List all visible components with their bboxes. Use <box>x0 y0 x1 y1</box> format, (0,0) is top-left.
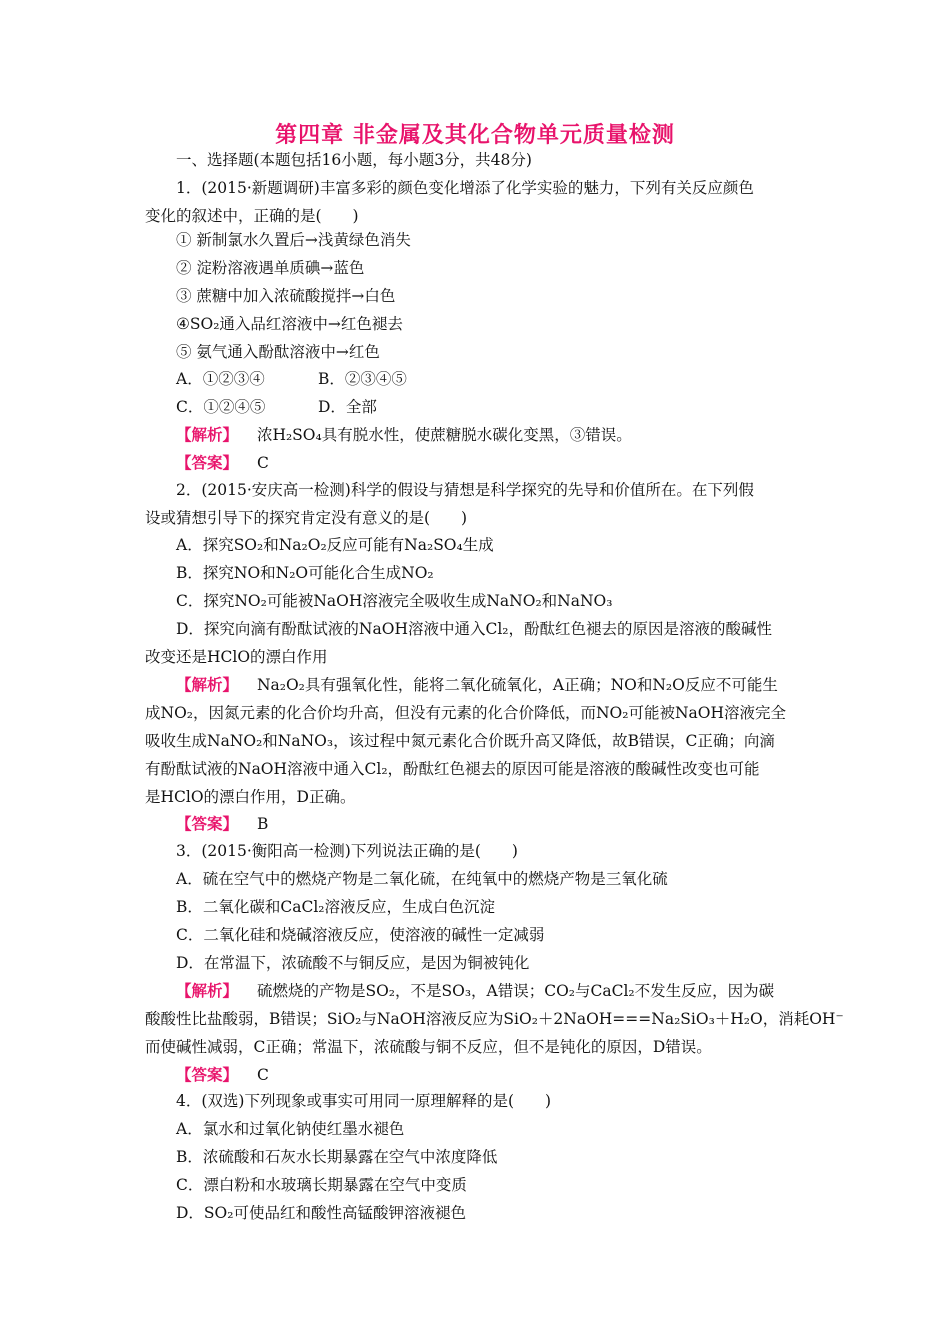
page-title: 第四章 非金属及其化合物单元质量检测 <box>275 123 675 148</box>
q1-item-4: ④SO₂通入品红溶液中→红色褪去 <box>176 315 403 333</box>
q4-option-a: A．氯水和过氧化钠使红墨水褪色 <box>176 1120 405 1138</box>
q1-analysis-text: 浓H₂SO₄具有脱水性，使蔗糖脱水碳化变黑，③错误。 <box>256 426 632 444</box>
q2-answer <box>176 814 268 834</box>
q1-option-c: C．①②④⑤ <box>176 398 266 416</box>
q3-option-a: A．硫在空气中的燃烧产物是二氧化硫，在纯氧中的燃烧产物是三氧化硫 <box>176 870 668 888</box>
q1-stem-line-2: 变化的叙述中，正确的是( ) <box>145 207 359 225</box>
q2-analysis-line-5: 是HClO的漂白作用，D正确。 <box>145 788 356 806</box>
answer-label: 【答案】 <box>176 454 239 472</box>
q1-option-a: A．①②③④ <box>176 370 265 388</box>
q4-stem: 4．(双选)下列现象或事实可用同一原理解释的是( ) <box>176 1092 552 1110</box>
answer-label: 【答案】 <box>176 815 239 833</box>
q1-item-1: ① 新制氯水久置后→浅黄绿色消失 <box>176 231 411 249</box>
q2-option-a: A．探究SO₂和Na₂O₂反应可能有Na₂SO₄生成 <box>176 536 494 554</box>
q2-stem-line-1: 2．(2015·安庆高一检测)科学的假设与猜想是科学探究的先导和价值所在。在下列假 <box>176 481 754 499</box>
q2-option-c: C．探究NO₂可能被NaOH溶液完全吸收生成NaNO₂和NaNO₃ <box>176 592 613 610</box>
q2-analysis-line-3: 吸收生成NaNO₂和NaNO₃，该过程中氮元素化合价既升高又降低，故B错误，C正确；向滴 <box>145 732 775 750</box>
q1-option-b: B．②③④⑤ <box>318 370 407 388</box>
q3-answer-value: C <box>256 1066 269 1084</box>
q1-option-d: D．全部 <box>318 398 377 416</box>
section-heading: 一、选择题(本题包括16小题，每小题3分，共48分) <box>176 151 532 169</box>
q3-answer <box>176 1065 269 1085</box>
analysis-label: 【解析】 <box>176 676 239 694</box>
q1-item-5: ⑤ 氨气通入酚酞溶液中→红色 <box>176 343 380 361</box>
q1-answer <box>176 453 269 473</box>
q2-answer-value: B <box>256 815 269 833</box>
answer-label: 【答案】 <box>176 1066 239 1084</box>
q1-item-3: ③ 蔗糖中加入浓硫酸搅拌→白色 <box>176 287 396 305</box>
q1-answer-value: C <box>256 454 269 472</box>
q2-option-d-line-1: D．探究向滴有酚酞试液的NaOH溶液中通入Cl₂，酚酞红色褪去的原因是溶液的酸碱性 <box>176 620 772 638</box>
q3-analysis-line-2: 酸酸性比盐酸弱，B错误；SiO₂与NaOH溶液反应为SiO₂＋2NaOH===Na₂SiO₃＋H₂O，消耗OH⁻ <box>145 1010 844 1028</box>
q2-analysis-line-2: 成NO₂，因氮元素的化合价均升高，但没有元素的化合价降低，而NO₂可能被NaOH溶液完全 <box>145 704 786 722</box>
q2-analysis-line-1 <box>176 675 778 695</box>
q3-option-c: C．二氧化硅和烧碱溶液反应，使溶液的碱性一定减弱 <box>176 926 545 944</box>
q3-option-b: B．二氧化碳和CaCl₂溶液反应，生成白色沉淀 <box>176 898 496 916</box>
q2-stem-line-2: 设或猜想引导下的探究肯定没有意义的是( ) <box>145 509 468 527</box>
q1-item-2: ② 淀粉溶液遇单质碘→蓝色 <box>176 259 365 277</box>
q4-option-c: C．漂白粉和水玻璃长期暴露在空气中变质 <box>176 1176 467 1194</box>
analysis-label: 【解析】 <box>176 982 239 1000</box>
q3-stem: 3．(2015·衡阳高一检测)下列说法正确的是( ) <box>176 842 518 860</box>
q3-analysis-line-3: 而使碱性减弱，C正确；常温下，浓硫酸与铜不反应，但不是钝化的原因，D错误。 <box>145 1038 712 1056</box>
q2-analysis-line-4: 有酚酞试液的NaOH溶液中通入Cl₂，酚酞红色褪去的原因可能是溶液的酸碱性改变也可能 <box>145 760 760 778</box>
q2-option-d-line-2: 改变还是HClO的漂白作用 <box>145 648 328 666</box>
q3-option-d: D．在常温下，浓硫酸不与铜反应，是因为铜被钝化 <box>176 954 530 972</box>
q3-analysis-text: 硫燃烧的产物是SO₂，不是SO₃，A错误；CO₂与CaCl₂不发生反应，因为碳 <box>256 982 775 1000</box>
q2-option-b: B．探究NO和N₂O可能化合生成NO₂ <box>176 564 434 582</box>
q2-analysis-text: Na₂O₂具有强氧化性，能将二氧化硫氧化，A正确；NO和N₂O反应不可能生 <box>256 676 778 694</box>
q1-analysis <box>176 425 632 445</box>
q1-stem-line-1: 1．(2015·新题调研)丰富多彩的颜色变化增添了化学实验的魅力，下列有关反应颜色 <box>176 179 754 197</box>
q3-analysis-line-1 <box>176 981 774 1001</box>
q4-option-b: B．浓硫酸和石灰水长期暴露在空气中浓度降低 <box>176 1148 498 1166</box>
q4-option-d: D．SO₂可使品红和酸性高锰酸钾溶液褪色 <box>176 1204 466 1222</box>
analysis-label: 【解析】 <box>176 426 239 444</box>
